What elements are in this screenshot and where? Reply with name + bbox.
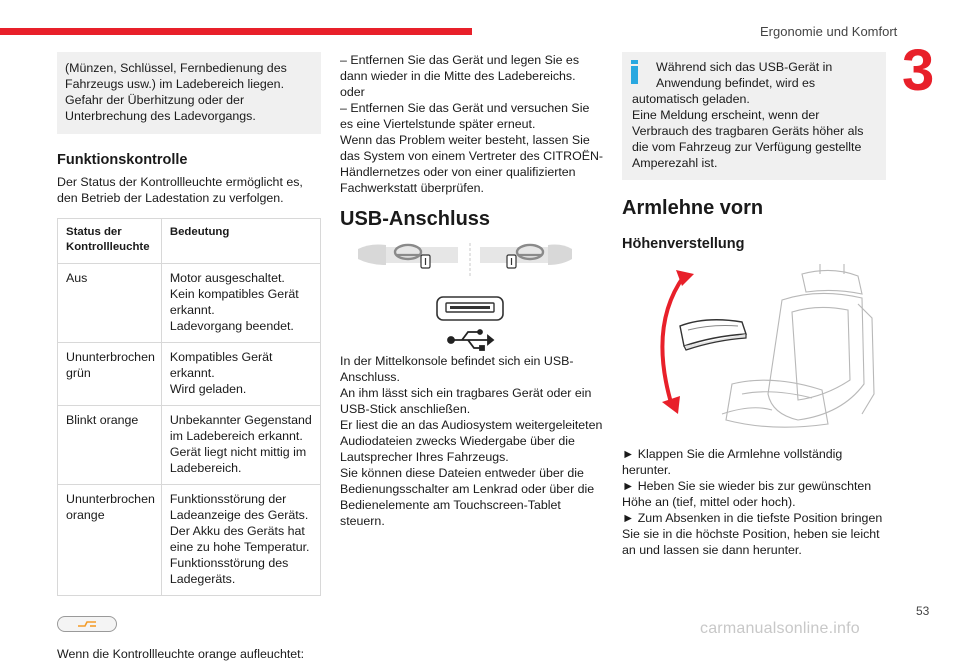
- table-cell-status: Ununterbrochen orange: [58, 485, 162, 596]
- meaning-line: Gerät liegt nicht mittig im Ladebereich.: [169, 445, 307, 475]
- usb-symbol-icon: [448, 330, 493, 350]
- section-heading-armrest: Armlehne vorn: [622, 197, 764, 219]
- charging-indicator-icon: [57, 616, 117, 632]
- table-row: [58, 485, 321, 596]
- table-cell-status: Ununterbrochen grün: [58, 343, 162, 406]
- step-line: – Entfernen Sie das Gerät und versuchen Sie es eine Viertelstunde später erneut.: [340, 101, 590, 131]
- usb-body-line: Er liest die an das Audiosystem weitergeleiteten Audiodateien zwecks Wiedergabe über die Lautsprecher Ihres Fahrzeugs.: [340, 418, 603, 464]
- page-number: 53: [916, 604, 930, 618]
- steering-wheel-right-icon: [480, 245, 572, 269]
- table-cell-meaning: [161, 343, 320, 406]
- indicator-caption: Wenn die Kontrollleuchte orange aufleuchtet:: [57, 647, 305, 661]
- usb-body-line: An ihm lässt sich ein tragbares Gerät oder ein USB-Stick anschließen.: [340, 386, 592, 416]
- table-row: [58, 343, 321, 406]
- meaning-line: Ladevorgang beendet.: [169, 319, 294, 333]
- usb-body-line: Sie können diese Dateien entweder über die Bedienungsschalter am Lenkrad oder über die Bedienelemente am Touchscreen-Tablet steuern.: [340, 466, 595, 528]
- chapter-title: Ergonomie und Komfort: [760, 24, 898, 39]
- info-box: [622, 52, 886, 180]
- steering-wheel-left-icon: [358, 245, 458, 269]
- column-left: [57, 52, 321, 662]
- step-line: – Entfernen Sie das Gerät und legen Sie es dann wieder in die Mitte des Ladebereichs.: [340, 53, 580, 83]
- armrest-illustration: [622, 264, 886, 434]
- warning-note: [57, 52, 321, 134]
- armrest-step: ► Zum Absenken in die tiefste Position bringen Sie sie in die höchste Position, heben sie leicht an und lassen sie dann herunter.: [622, 511, 883, 557]
- usb-port-illustration: [340, 241, 605, 353]
- meaning-line: Motor ausgeschaltet.: [169, 271, 285, 285]
- usb-body-line: In der Mittelkonsole befindet sich ein USB-Anschluss.: [340, 354, 574, 384]
- table-header-row: [58, 219, 321, 264]
- table-cell-status: Blinkt orange: [58, 406, 162, 485]
- meaning-line: Funktionsstörung der Ladeanzeige des Geräts.: [169, 492, 309, 522]
- warning-note-text: (Münzen, Schlüssel, Fernbedienung des Fahrzeugs usw.) im Ladebereich liegen. Gefahr der Überhitzung oder der Unterbrechung des Ladevorgangs.: [65, 61, 287, 123]
- armrest-icon: [680, 320, 746, 350]
- info-text-line: Eine Meldung erscheint, wenn der Verbrauch des tragbaren Geräts höher als die vom Fahrzeug zur Verfügung gestellte Amperezahl ist.: [632, 108, 864, 170]
- info-text-line: automatisch geladen.: [632, 92, 750, 106]
- column-middle: [340, 52, 605, 529]
- table-row: [58, 264, 321, 343]
- table-header-status: Status der Kontrollleuchte: [58, 219, 162, 264]
- meaning-line: Kompatibles Gerät erkannt.: [169, 350, 273, 380]
- section-heading-usb: USB-Anschluss: [340, 208, 491, 230]
- table-row: [58, 406, 321, 485]
- step-line: oder: [340, 85, 365, 99]
- function-check-intro: Der Status der Kontrollleuchte ermöglicht es, den Betrieb der Ladestation zu verfolgen.: [57, 175, 303, 205]
- chapter-number: 3: [902, 38, 935, 103]
- armrest-step: ► Klappen Sie die Armlehne vollständig herunter.: [622, 447, 843, 477]
- column-right: [622, 52, 886, 558]
- subheading-height-adjustment: Höhenverstellung: [622, 236, 745, 252]
- table-header-meaning: Bedeutung: [161, 219, 320, 264]
- info-text-first: Während sich das USB-Gerät in Anwendung befindet, wird es: [656, 60, 833, 90]
- usb-port-icon: [437, 297, 503, 320]
- top-accent-bar: [0, 28, 472, 35]
- meaning-line: Unbekannter Gegenstand im Ladebereich erkannt.: [169, 413, 312, 443]
- table-cell-meaning: [161, 264, 320, 343]
- info-icon: [630, 60, 639, 84]
- section-heading-function-check: Funktionskontrolle: [57, 152, 188, 168]
- status-table: [57, 218, 321, 596]
- watermark: carmanualsonline.info: [700, 620, 860, 637]
- meaning-line: Der Akku des Geräts hat eine zu hohe Temperatur.: [169, 524, 310, 554]
- table-cell-meaning: [161, 406, 320, 485]
- meaning-line: Funktionsstörung des Ladegeräts.: [169, 556, 289, 586]
- meaning-line: Kein kompatibles Gerät erkannt.: [169, 287, 299, 317]
- table-cell-meaning: [161, 485, 320, 596]
- seat-outline-icon: [722, 264, 874, 427]
- table-cell-status: Aus: [58, 264, 162, 343]
- armrest-step: ► Heben Sie sie wieder bis zur gewünschten Höhe an (tief, mittel oder hoch).: [622, 479, 872, 509]
- meaning-line: Wird geladen.: [169, 382, 247, 396]
- step-line: Wenn das Problem weiter besteht, lassen Sie das System von einem Vertreter des CITROËN-Händlernetzes oder von einer qualifizierten Fachwerkstatt überprüfen.: [340, 133, 604, 195]
